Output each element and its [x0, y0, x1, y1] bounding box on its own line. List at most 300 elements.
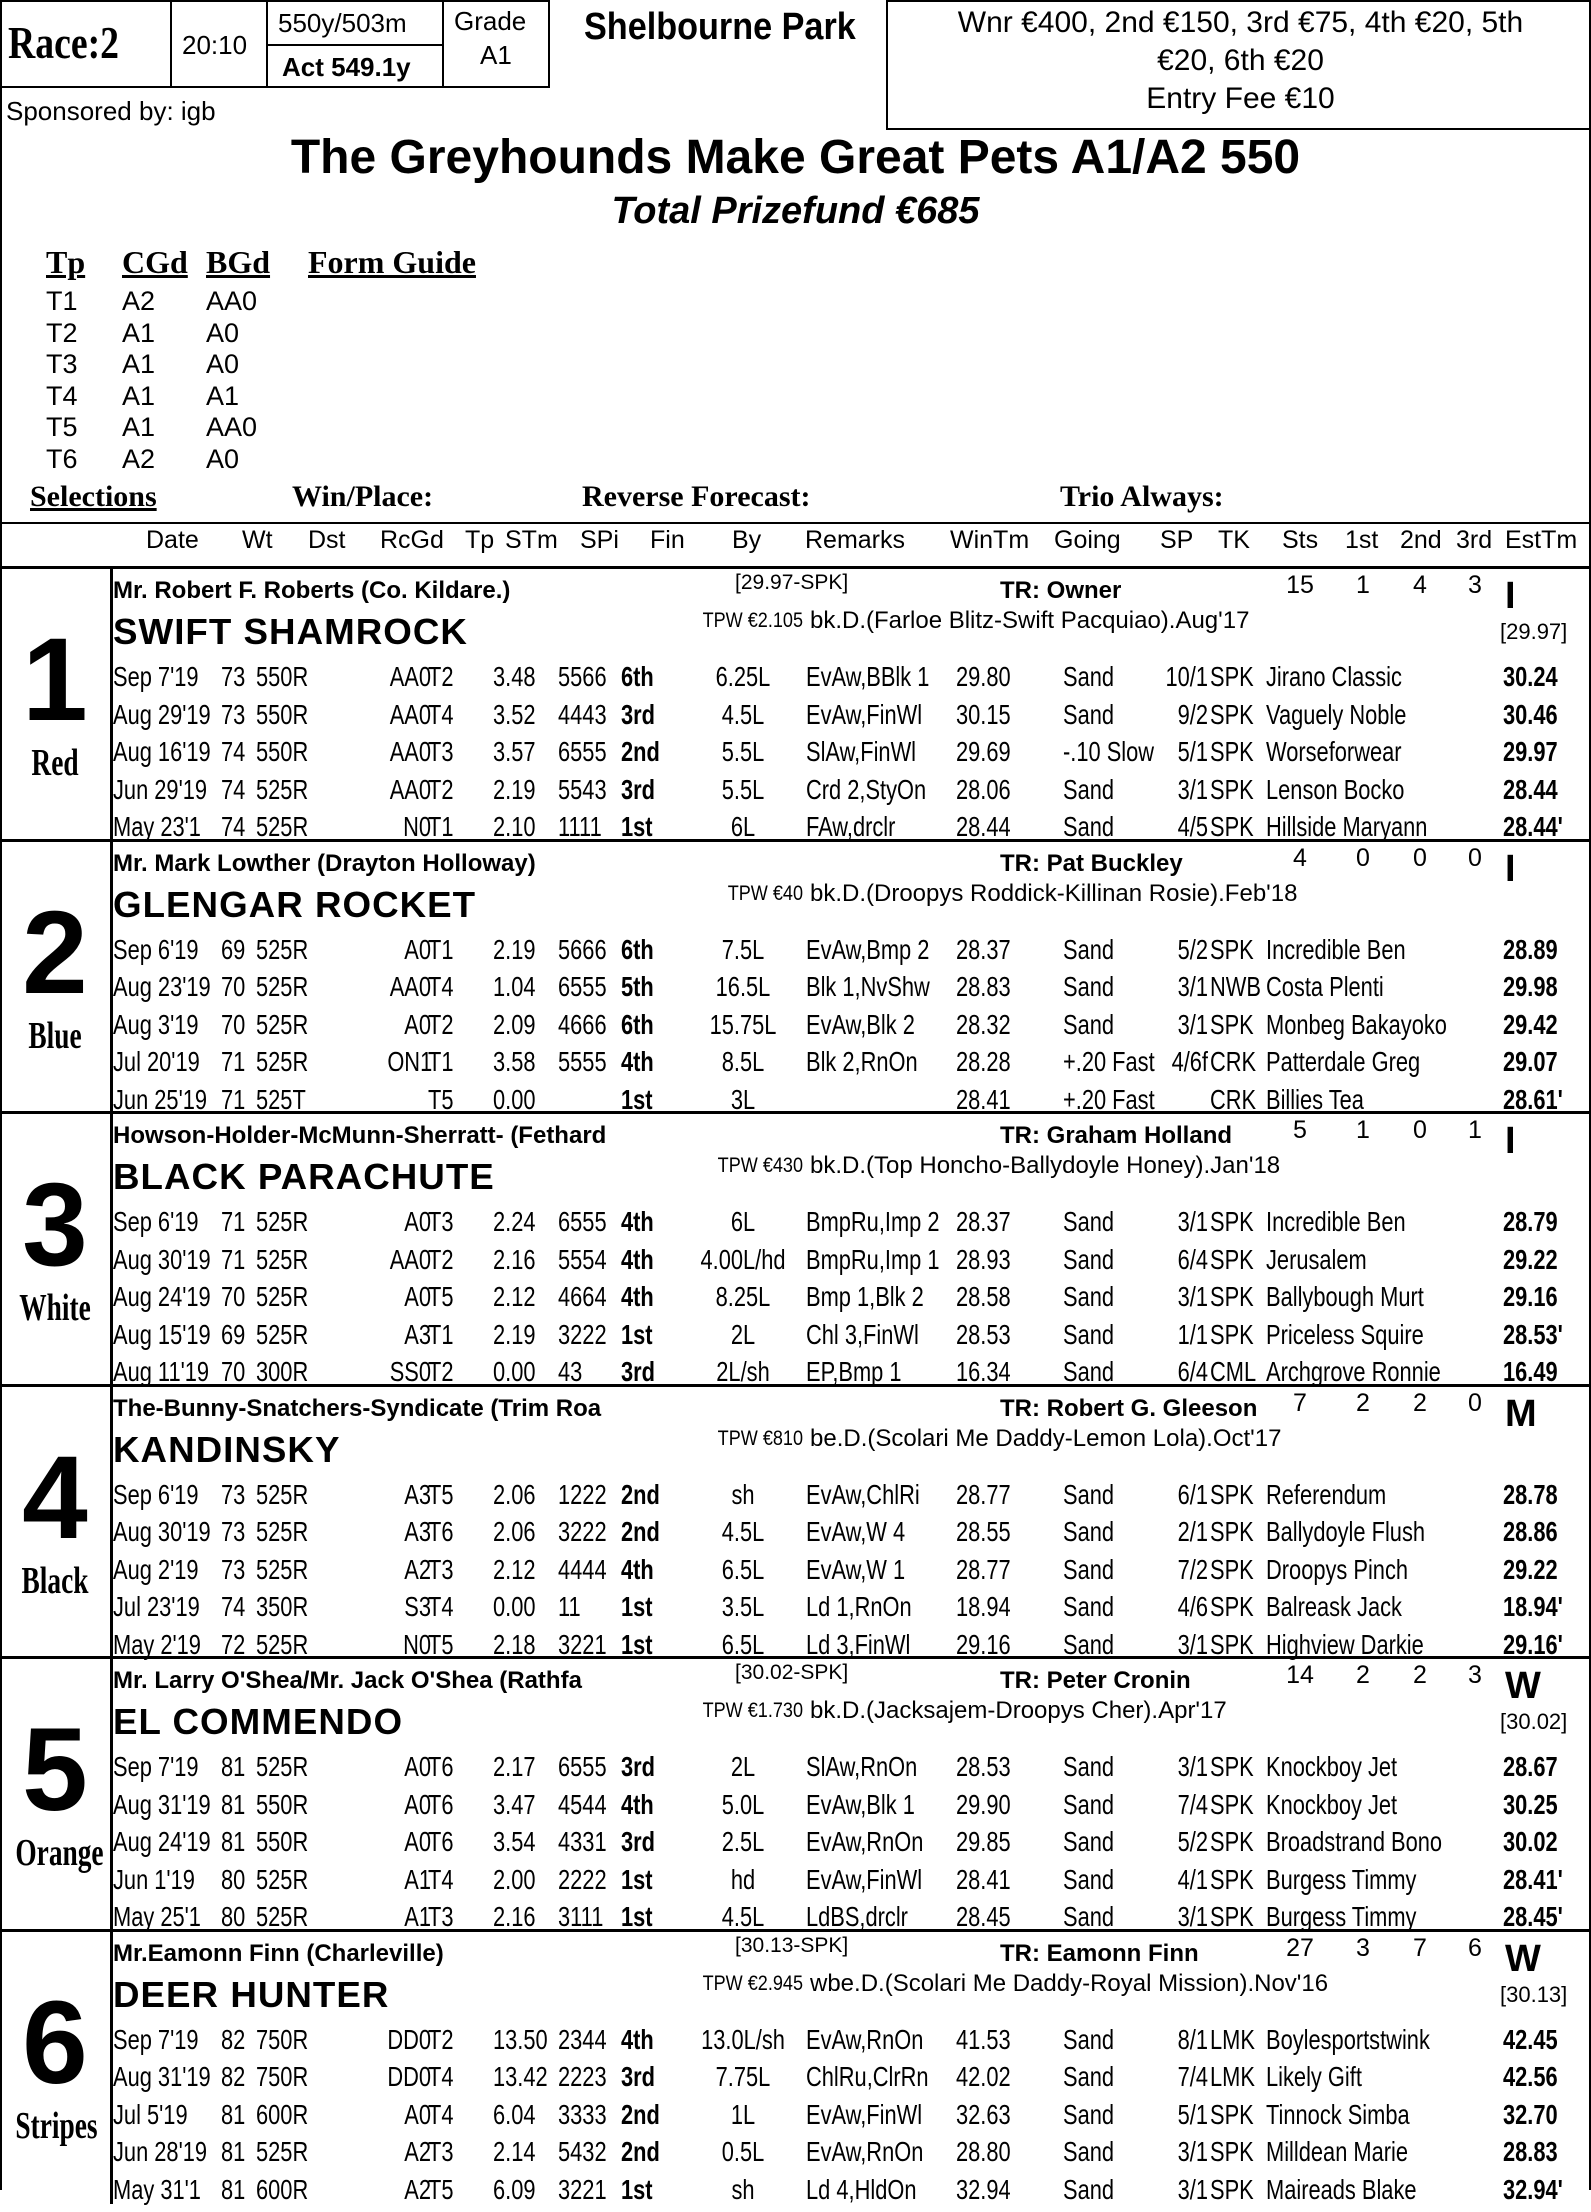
finish: 2nd — [621, 1516, 660, 1548]
starting-price: 10/1 — [1165, 661, 1208, 692]
trap-code: T6 — [46, 443, 78, 474]
race-grade: AA0 — [389, 773, 431, 805]
form-row — [113, 934, 1583, 972]
race-grade: A0 — [404, 933, 431, 965]
starts: 27 — [1286, 1933, 1314, 1962]
beaten-by: 5.5L — [721, 773, 765, 805]
col-header-date: Date — [146, 526, 199, 554]
best-grade: A0 — [206, 443, 240, 474]
date: Aug 23'19 — [113, 971, 211, 1003]
form-row — [113, 774, 1583, 812]
starting-price: 8/1 — [1177, 2023, 1208, 2055]
race-grade: N0 — [403, 811, 431, 843]
est-time: 29.16 — [1503, 1281, 1558, 1313]
track: SPK — [1210, 1628, 1254, 1660]
race-grade: A0 — [404, 2098, 431, 2130]
split-positions: 4331 — [558, 1826, 607, 1858]
weight: 72 — [221, 1628, 246, 1660]
track: SPK — [1210, 1751, 1254, 1782]
race-grade: A3 — [404, 1318, 431, 1350]
form-row — [113, 1751, 1583, 1789]
form-row — [113, 699, 1583, 737]
going: Sand — [1063, 1243, 1115, 1275]
date: Aug 31'19 — [113, 1788, 211, 1820]
sectional-time: 0.00 — [493, 1083, 536, 1115]
weight: 82 — [221, 2061, 246, 2093]
form-row — [113, 1479, 1583, 1517]
going: Sand — [1063, 1008, 1115, 1040]
split-positions: 3221 — [558, 1628, 607, 1660]
starting-price: 3/1 — [1177, 2173, 1208, 2205]
est-time: 29.07 — [1503, 1046, 1558, 1078]
runner-grade: I — [1505, 847, 1516, 890]
win-time: 32.94 — [956, 2173, 1011, 2205]
finish: 4th — [621, 1281, 654, 1313]
sectional-time: 3.52 — [493, 698, 536, 730]
winner: Ballydoyle Flush — [1266, 1516, 1426, 1548]
win-time: 28.41 — [956, 1863, 1011, 1895]
race-time: 20:10 — [182, 30, 248, 60]
track: SPK — [1210, 1281, 1254, 1313]
weight: 70 — [221, 971, 246, 1003]
track: SPK — [1210, 2136, 1254, 2168]
race-grade: A0 — [404, 1788, 431, 1820]
trainer: TR: Peter Cronin — [1000, 1667, 1191, 1694]
best-time: [29.97-SPK] — [735, 571, 849, 594]
beaten-by: 6.5L — [721, 1628, 765, 1660]
current-grade: A1 — [122, 349, 156, 379]
current-grade: A1 — [122, 380, 156, 411]
going: Sand — [1063, 1788, 1115, 1820]
dog-name: SWIFT SHAMROCK — [113, 611, 468, 652]
est-time: 28.78 — [1503, 1478, 1558, 1510]
form-row — [113, 2099, 1583, 2137]
distance: 600R — [256, 2173, 309, 2205]
going: Sand — [1063, 661, 1115, 692]
runner-grade: M — [1505, 1392, 1537, 1435]
starting-price: 7/4 — [1177, 1788, 1208, 1820]
best-grade: A0 — [206, 317, 240, 348]
starts: 4 — [1293, 843, 1307, 872]
est-time-bracket: [30.13] — [1500, 1981, 1568, 2007]
col-header-by: By — [732, 526, 762, 554]
track: SPK — [1210, 698, 1254, 730]
finish: 6th — [621, 661, 654, 692]
col-header-stm: STm — [505, 526, 558, 554]
breeding: bk.D.(Farloe Blitz-Swift Pacquiao).Aug'17 — [810, 607, 1250, 634]
owner: Howson-Holder-McMunn-Sherratt- (Fethard — [113, 1122, 607, 1149]
finish: 1st — [621, 1318, 653, 1350]
starting-price: 5/1 — [1177, 2098, 1208, 2130]
est-time: 29.97 — [1503, 736, 1558, 768]
best-grade: AA0 — [206, 412, 258, 442]
current-grade: A2 — [122, 443, 156, 474]
distance: 550R — [256, 1788, 309, 1820]
win-time: 29.16 — [956, 1628, 1011, 1660]
split-positions: 3111 — [558, 1901, 604, 1933]
form-row — [113, 1046, 1583, 1084]
finish: 5th — [621, 971, 654, 1003]
starting-price: 3/1 — [1177, 1281, 1208, 1313]
win-time: 28.41 — [956, 1083, 1011, 1115]
form-row — [113, 2136, 1583, 2174]
date: Aug 31'19 — [113, 2061, 211, 2093]
trap: T3 — [428, 2136, 454, 2168]
est-time: 28.79 — [1503, 1206, 1558, 1237]
going: Sand — [1063, 1356, 1115, 1388]
wins: 2 — [1356, 1388, 1370, 1417]
winner: Maireads Blake — [1266, 2173, 1417, 2205]
runner-grade: W — [1505, 1937, 1541, 1980]
form-row — [113, 2174, 1583, 2212]
sectional-time: 3.47 — [493, 1788, 536, 1820]
actual-distance-box — [266, 44, 444, 88]
winner: Lenson Bocko — [1266, 773, 1405, 805]
col-bgd: BGd — [206, 244, 271, 280]
thirds: 0 — [1468, 843, 1482, 872]
win-time: 16.34 — [956, 1356, 1011, 1388]
remarks: EvAw,RnOn — [806, 2136, 924, 2168]
going: Sand — [1063, 1281, 1115, 1313]
starting-price: 9/2 — [1177, 698, 1208, 730]
winner: Knockboy Jet — [1266, 1788, 1398, 1820]
est-time: 42.56 — [1503, 2061, 1558, 2093]
split-positions: 6555 — [558, 736, 607, 768]
starting-price: 6/4 — [1177, 1243, 1208, 1275]
win-time: 28.44 — [956, 811, 1011, 843]
header-divider — [0, 522, 1591, 524]
remarks: EvAw,FinWl — [806, 698, 923, 730]
race-grade: S3 — [404, 1591, 431, 1623]
col-header-sts: Sts — [1282, 526, 1319, 554]
trap: T5 — [428, 1281, 454, 1313]
going: Sand — [1063, 1628, 1115, 1660]
win-time: 28.83 — [956, 971, 1011, 1003]
wins: 1 — [1356, 571, 1370, 599]
going: -.10 Slow — [1063, 736, 1155, 768]
trap-number: 6 — [22, 1976, 88, 2109]
remarks: BmpRu,Imp 1 — [806, 1243, 940, 1275]
track: SPK — [1210, 1206, 1254, 1237]
finish: 6th — [621, 933, 654, 965]
split-positions: 3333 — [558, 2098, 607, 2130]
weight: 69 — [221, 1318, 246, 1350]
wins: 2 — [1356, 1661, 1370, 1689]
weight: 70 — [221, 1281, 246, 1313]
split-positions: 3221 — [558, 2173, 607, 2205]
trap-code: T5 — [46, 412, 78, 442]
date: Aug 15'19 — [113, 1318, 211, 1350]
race-number-box — [0, 0, 172, 88]
distance: 525R — [256, 1046, 309, 1078]
col-form-guide: Form Guide — [308, 244, 476, 280]
winner: Patterdale Greg — [1266, 1046, 1421, 1078]
total-prize-won: TPW €1.730 — [702, 1699, 803, 1722]
distance: 525R — [256, 1318, 309, 1350]
thirds: 1 — [1468, 1116, 1482, 1144]
current-grade: A1 — [122, 317, 156, 348]
est-time: 28.83 — [1503, 2136, 1558, 2168]
winner: Ballybough Murt — [1266, 1281, 1424, 1313]
dog-name: GLENGAR ROCKET — [113, 883, 477, 925]
sectional-time: 0.00 — [493, 1591, 536, 1623]
track: LMK — [1210, 2061, 1255, 2093]
trap-colour: Black — [21, 1559, 89, 1602]
race-grade: SS0 — [389, 1356, 431, 1388]
winner: Priceless Squire — [1266, 1318, 1424, 1350]
split-positions: 5543 — [558, 773, 607, 805]
finish: 4th — [621, 2023, 654, 2055]
runner-grade: W — [1505, 1665, 1541, 1707]
owner: Mr.Eamonn Finn (Charleville) — [113, 1939, 444, 1967]
weight: 82 — [221, 2023, 246, 2055]
trap: T5 — [428, 1628, 454, 1660]
owner: The-Bunny-Snatchers-Syndicate (Trim Roa — [113, 1394, 602, 1422]
winner: Costa Plenti — [1266, 971, 1384, 1003]
beaten-by: 1L — [730, 2098, 756, 2130]
trap-number: 3 — [22, 1159, 88, 1291]
sectional-time: 2.00 — [493, 1863, 536, 1895]
runner-grade: I — [1505, 575, 1516, 617]
distance: 525R — [256, 1553, 309, 1585]
grade-label: Grade — [454, 6, 527, 36]
track: SPK — [1210, 2173, 1254, 2205]
win-time: 28.77 — [956, 1553, 1011, 1585]
runner-block — [0, 1656, 1591, 1933]
remarks: Chl 3,FinWl — [806, 1318, 919, 1350]
est-time: 30.46 — [1503, 698, 1558, 730]
trap: T4 — [428, 2098, 454, 2130]
split-positions: 2222 — [558, 1863, 607, 1895]
distance: 525R — [256, 1478, 309, 1510]
race-grade: A3 — [404, 1516, 431, 1548]
col-header-esttm: EstTm — [1505, 526, 1578, 554]
weight: 71 — [221, 1083, 246, 1115]
win-time: 28.37 — [956, 933, 1011, 965]
starting-price: 2/1 — [1177, 1516, 1208, 1548]
sectional-time: 2.10 — [493, 811, 536, 843]
thirds: 0 — [1468, 1388, 1482, 1417]
trap: T3 — [428, 1901, 454, 1933]
seconds: 0 — [1413, 1116, 1427, 1144]
runner-grade: I — [1505, 1120, 1516, 1162]
trap-colour: White — [19, 1287, 91, 1329]
col-header-wt: Wt — [242, 526, 273, 554]
wins: 3 — [1356, 1933, 1370, 1962]
date: Jun 25'19 — [113, 1083, 208, 1115]
date: Aug 24'19 — [113, 1281, 211, 1313]
remarks: SlAw,FinWl — [806, 736, 917, 768]
trainer: TR: Eamonn Finn — [1000, 1939, 1199, 1967]
beaten-by: 4.5L — [721, 1516, 765, 1548]
col-header-fin: Fin — [650, 526, 685, 554]
win-time: 30.15 — [956, 698, 1011, 730]
trap: T2 — [428, 1008, 454, 1040]
finish: 2nd — [621, 1478, 660, 1510]
col-header-going: Going — [1054, 526, 1121, 554]
total-prize-won: TPW €810 — [717, 1426, 803, 1450]
seconds: 2 — [1413, 1661, 1427, 1689]
finish: 1st — [621, 1083, 653, 1115]
race-number: Race:2 — [8, 17, 120, 68]
split-positions: 4664 — [558, 1281, 607, 1313]
starting-price: 6/4 — [1177, 1356, 1208, 1388]
weight: 71 — [221, 1243, 246, 1275]
finish: 3rd — [621, 773, 655, 805]
col-header-wintm: WinTm — [950, 526, 1030, 554]
weight: 70 — [221, 1356, 246, 1388]
track-name: Shelbourne Park — [584, 6, 856, 48]
date: Aug 29'19 — [113, 698, 211, 730]
winner: Boylesportstwink — [1266, 2023, 1430, 2055]
distance: 525R — [256, 1628, 309, 1660]
total-prize-won: TPW €2.105 — [702, 609, 803, 632]
est-time-bracket: [29.97] — [1500, 619, 1568, 644]
date: May 31'1 — [113, 2173, 201, 2205]
trap: T4 — [428, 1591, 454, 1623]
distance: 600R — [256, 2098, 309, 2130]
race-grade: N0 — [403, 1628, 431, 1660]
est-time: 28.67 — [1503, 1751, 1558, 1782]
weight: 80 — [221, 1863, 246, 1895]
race-grade: A1 — [404, 1901, 431, 1933]
trap: T4 — [428, 1863, 454, 1895]
col-header-3rd: 3rd — [1456, 526, 1493, 554]
weight: 69 — [221, 933, 246, 965]
track: SPK — [1210, 1788, 1254, 1820]
date: Jul 20'19 — [113, 1046, 200, 1078]
date: Sep 6'19 — [113, 933, 199, 965]
form-row — [113, 1319, 1583, 1357]
weight: 73 — [221, 1478, 246, 1510]
track: SPK — [1210, 1863, 1254, 1895]
trap: T1 — [428, 811, 454, 843]
remarks: EvAw,RnOn — [806, 2023, 924, 2055]
starting-price: 4/6 — [1177, 1591, 1208, 1623]
split-positions: 2344 — [558, 2023, 607, 2055]
distance: 750R — [256, 2023, 309, 2055]
trap-number: 4 — [22, 1431, 88, 1564]
breeding: wbe.D.(Scolari Me Daddy-Royal Mission).Nov'16 — [810, 1969, 1329, 1997]
split-positions: 6555 — [558, 1206, 607, 1237]
weight: 81 — [221, 2173, 246, 2205]
split-positions: 2223 — [558, 2061, 607, 2093]
trap: T6 — [428, 1826, 454, 1858]
date: May 25'1 — [113, 1901, 201, 1933]
winner: Jirano Classic — [1266, 661, 1402, 692]
split-positions: 4444 — [558, 1553, 607, 1585]
going: Sand — [1063, 2023, 1115, 2055]
est-time: 29.98 — [1503, 971, 1558, 1003]
beaten-by: 6L — [730, 1206, 756, 1237]
sectional-time: 6.09 — [493, 2173, 536, 2205]
distance: 525R — [256, 1281, 309, 1313]
beaten-by: 4.00L/hd — [700, 1243, 786, 1275]
best-grade: A0 — [206, 349, 240, 379]
est-time: 32.94' — [1503, 2173, 1563, 2205]
win-time: 28.53 — [956, 1318, 1011, 1350]
sectional-time: 3.48 — [493, 661, 536, 692]
form-row — [113, 1009, 1583, 1047]
distance: 300R — [256, 1356, 309, 1388]
trap-colour: Orange — [15, 1832, 104, 1874]
trap-number: 5 — [22, 1704, 88, 1836]
est-time: 28.45' — [1503, 1901, 1563, 1933]
race-grade: A0 — [404, 1826, 431, 1858]
weight: 74 — [221, 1591, 246, 1623]
winner: Hillside Maryann — [1266, 811, 1428, 843]
weight: 74 — [221, 736, 246, 768]
distance: 550R — [256, 661, 309, 692]
going: Sand — [1063, 933, 1115, 965]
owner: Mr. Mark Lowther (Drayton Holloway) — [113, 849, 536, 877]
winner: Incredible Ben — [1266, 1206, 1406, 1237]
weight: 74 — [221, 811, 246, 843]
distance: 525R — [256, 1751, 309, 1782]
beaten-by: 2.5L — [721, 1826, 765, 1858]
split-positions: 4443 — [558, 698, 607, 730]
race-grade: ON1 — [387, 1046, 433, 1078]
remarks: EvAw,FinWl — [806, 2098, 923, 2130]
dog-name: BLACK PARACHUTE — [113, 1156, 495, 1197]
track: SPK — [1210, 1243, 1254, 1275]
est-time: 28.44' — [1503, 811, 1563, 843]
starting-price: 5/2 — [1177, 933, 1208, 965]
form-row — [113, 1864, 1583, 1902]
runner-block — [0, 1111, 1591, 1388]
remarks: Crd 2,StyOn — [806, 773, 927, 805]
breeding: bk.D.(Top Honcho-Ballydoyle Honey).Jan'18 — [810, 1152, 1281, 1179]
sectional-time: 2.16 — [493, 1901, 536, 1933]
going: Sand — [1063, 1591, 1115, 1623]
breeding: bk.D.(Droopys Roddick-Killinan Rosie).Feb'18 — [810, 879, 1298, 907]
win-time: 28.58 — [956, 1281, 1011, 1313]
race-grade: A3 — [404, 1478, 431, 1510]
owner: Mr. Robert F. Roberts (Co. Kildare.) — [113, 577, 511, 604]
going: Sand — [1063, 2061, 1115, 2093]
beaten-by: 2L — [730, 1318, 756, 1350]
winner: Monbeg Bakayoko — [1266, 1008, 1447, 1040]
distance: 550R — [256, 1826, 309, 1858]
starts: 5 — [1293, 1116, 1307, 1144]
est-time: 28.53' — [1503, 1318, 1563, 1350]
form-row — [113, 1244, 1583, 1282]
going: Sand — [1063, 773, 1115, 805]
form-row — [113, 1789, 1583, 1827]
finish: 4th — [621, 1788, 654, 1820]
win-time: 28.80 — [956, 2136, 1011, 2168]
winner: Likely Gift — [1266, 2061, 1362, 2093]
win-time: 28.53 — [956, 1751, 1011, 1782]
race-grade: A2 — [404, 2136, 431, 2168]
race-grade: A1 — [404, 1863, 431, 1895]
dog-name: DEER HUNTER — [113, 1973, 390, 2015]
trap: T2 — [428, 1356, 454, 1388]
split-positions: 3222 — [558, 1318, 607, 1350]
split-positions: 1222 — [558, 1478, 607, 1510]
trap-colour: Stripes — [15, 2104, 98, 2147]
best-time: [30.13-SPK] — [735, 1933, 849, 1957]
race-grade: DD0 — [387, 2023, 432, 2055]
distance: 550R — [256, 698, 309, 730]
finish: 1st — [621, 1628, 653, 1660]
thirds: 3 — [1468, 571, 1482, 599]
distance: 525T — [256, 1083, 306, 1115]
finish: 3rd — [621, 2061, 655, 2093]
form-row — [113, 1281, 1583, 1319]
weight: 81 — [221, 1826, 246, 1858]
starting-price: 3/1 — [1177, 1206, 1208, 1237]
